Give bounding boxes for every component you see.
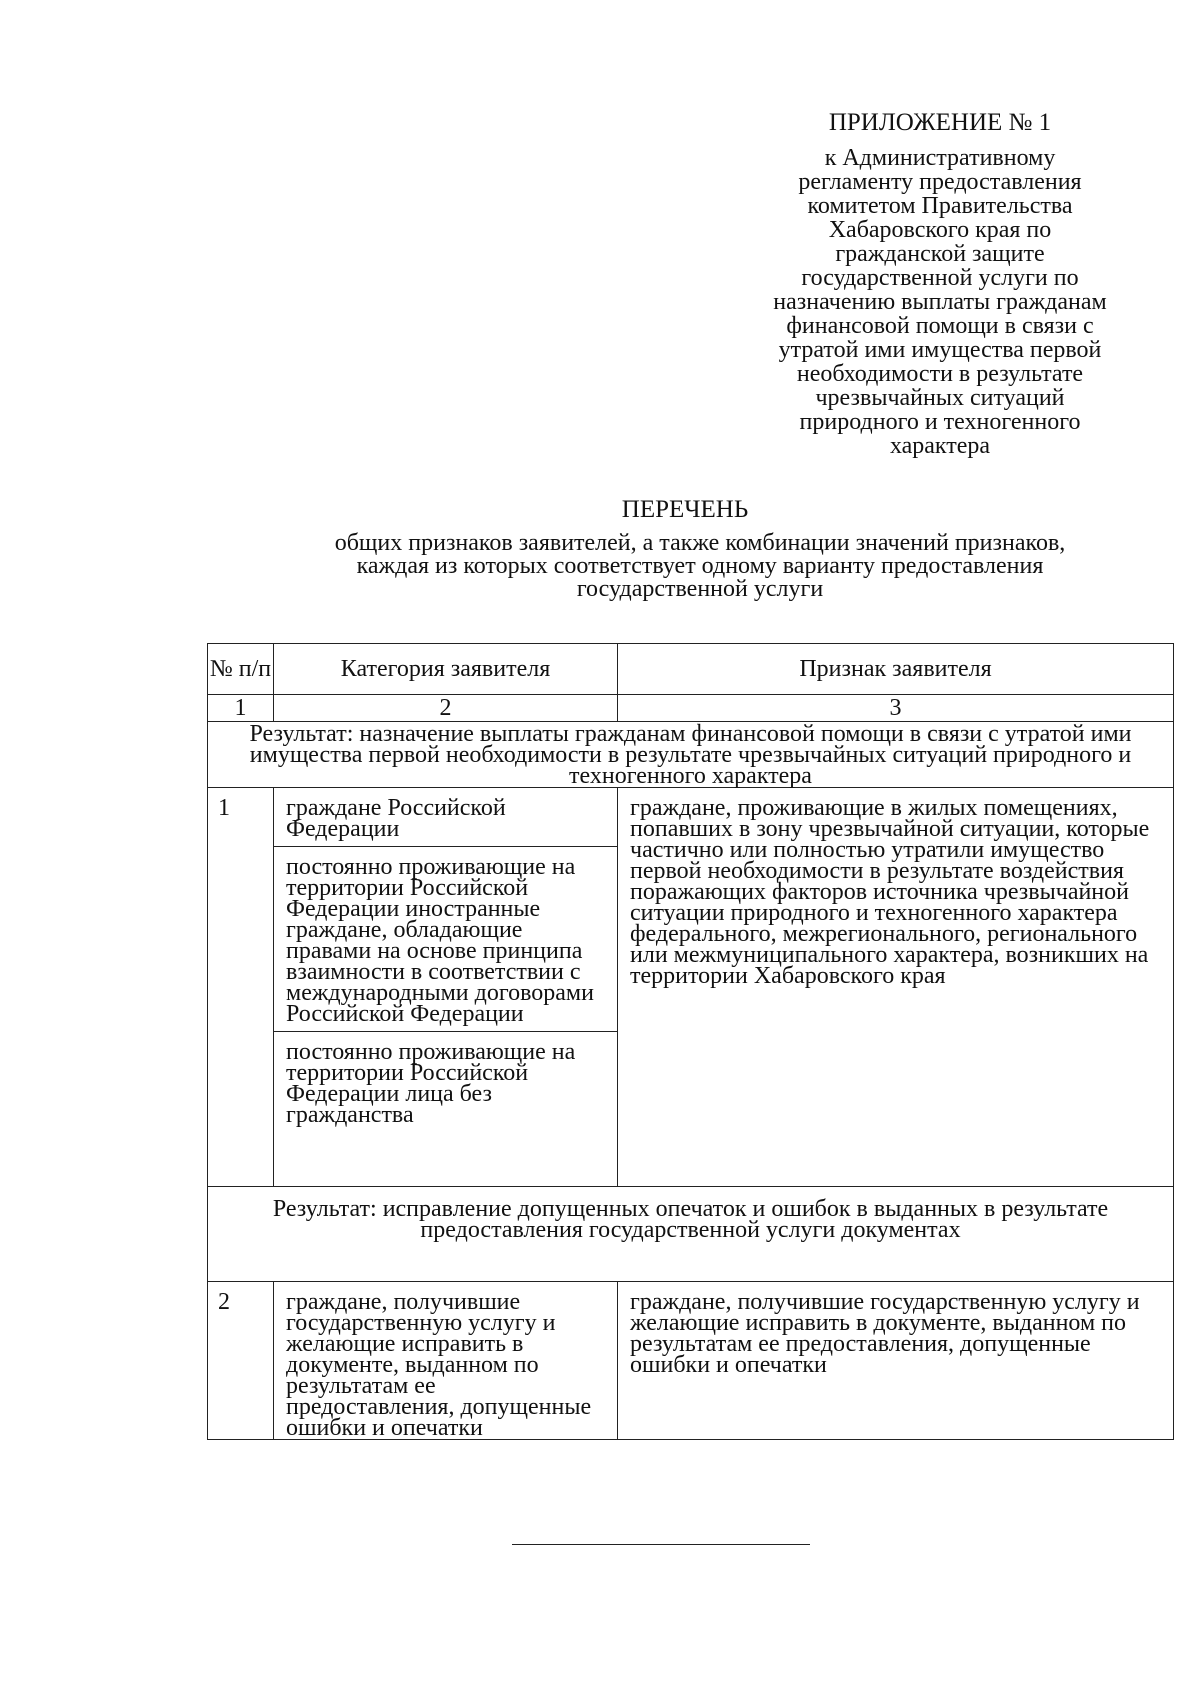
appendix-block bbox=[740, 108, 1140, 458]
category-cell: граждане, получившие государственную услугу и желающие исправить в документе, выданном по результатам ее предоставления, допущенные ошибки и опечатки bbox=[274, 1282, 618, 1440]
table-row bbox=[208, 1282, 1174, 1440]
appendix-line: чрезвычайных ситуаций bbox=[815, 385, 1065, 411]
appendix-line: к Административному bbox=[824, 145, 1056, 171]
header-sign: Признак заявителя bbox=[618, 644, 1174, 695]
appendix-line: назначению выплаты гражданам bbox=[773, 289, 1107, 315]
end-divider bbox=[512, 1544, 810, 1545]
category-item: граждане Российской Федерации bbox=[274, 788, 617, 847]
row-number: 1 bbox=[208, 788, 274, 1187]
appendix-line: необходимости в результате bbox=[796, 361, 1084, 387]
appendix-line: финансовой помощи в связи с bbox=[786, 313, 1094, 339]
applicant-criteria-table bbox=[207, 643, 1174, 1440]
sign-cell: граждане, проживающие в жилых помещениях, попавших в зону чрезвычайной ситуации, которые частично или полностью утратили имущество первой необходимости в результате воздействия поражающих факторов источника чрезвычайной ситуации природного и техногенного характера федерального, межрегионального, регионального или межмуниципального характера, возникших на территории Хабаровского края bbox=[618, 788, 1174, 1187]
table-header-row bbox=[208, 644, 1174, 695]
appendix-line: природного и техногенного bbox=[799, 409, 1081, 435]
category-item: постоянно проживающие на территории Российской Федерации иностранные граждане, обладающие правами на основе принципа взаимности в соответствии с международными договорами Российской Федерации bbox=[274, 847, 617, 1032]
appendix-line: характера bbox=[889, 433, 991, 459]
list-subtitle-line: общих признаков заявителей, а также комбинации значений признаков, bbox=[334, 530, 1066, 556]
category-item: постоянно проживающие на территории Российской Федерации лица без гражданства bbox=[286, 1039, 576, 1128]
list-subtitle bbox=[200, 532, 1200, 601]
row-number: 2 bbox=[208, 1282, 274, 1440]
appendix-number: ПРИЛОЖЕНИЕ № 1 bbox=[828, 109, 1052, 136]
header-num: № п/п bbox=[208, 644, 274, 695]
section-result: Результат: назначение выплаты гражданам финансовой помощи в связи с утратой ими имущества первой необходимости в результате чрезвычайных ситуаций природного и техногенного характера bbox=[208, 722, 1174, 788]
table-row bbox=[208, 788, 1174, 1187]
category-cell bbox=[274, 788, 618, 1187]
section-result: Результат: исправление допущенных опечаток и ошибок в выданных в результате предоставления государственной услуги документах bbox=[208, 1187, 1174, 1282]
index-cell: 1 bbox=[208, 695, 274, 722]
section-result-row bbox=[208, 722, 1174, 788]
index-cell: 2 bbox=[274, 695, 618, 722]
appendix-line: гражданской защите bbox=[835, 241, 1045, 267]
list-subtitle-line: государственной услуги bbox=[576, 576, 824, 602]
table-index-row bbox=[208, 695, 1174, 722]
appendix-line: утратой ими имущества первой bbox=[778, 337, 1102, 363]
appendix-line: комитетом Правительства bbox=[807, 193, 1073, 219]
list-subtitle-line: каждая из которых соответствует одному варианту предоставления bbox=[356, 553, 1044, 579]
index-cell: 3 bbox=[618, 695, 1174, 722]
header-category: Категория заявителя bbox=[274, 644, 618, 695]
sign-cell: граждане, получившие государственную услугу и желающие исправить в документе, выданном по результатам ее предоставления, допущенные ошибки и опечатки bbox=[618, 1282, 1174, 1440]
appendix-line: Хабаровского края по bbox=[828, 217, 1052, 243]
appendix-line: регламенту предоставления bbox=[798, 169, 1082, 195]
section-result-row bbox=[208, 1187, 1174, 1282]
appendix-line: государственной услуги по bbox=[801, 265, 1079, 291]
list-title: ПЕРЕЧЕНЬ bbox=[621, 496, 749, 523]
